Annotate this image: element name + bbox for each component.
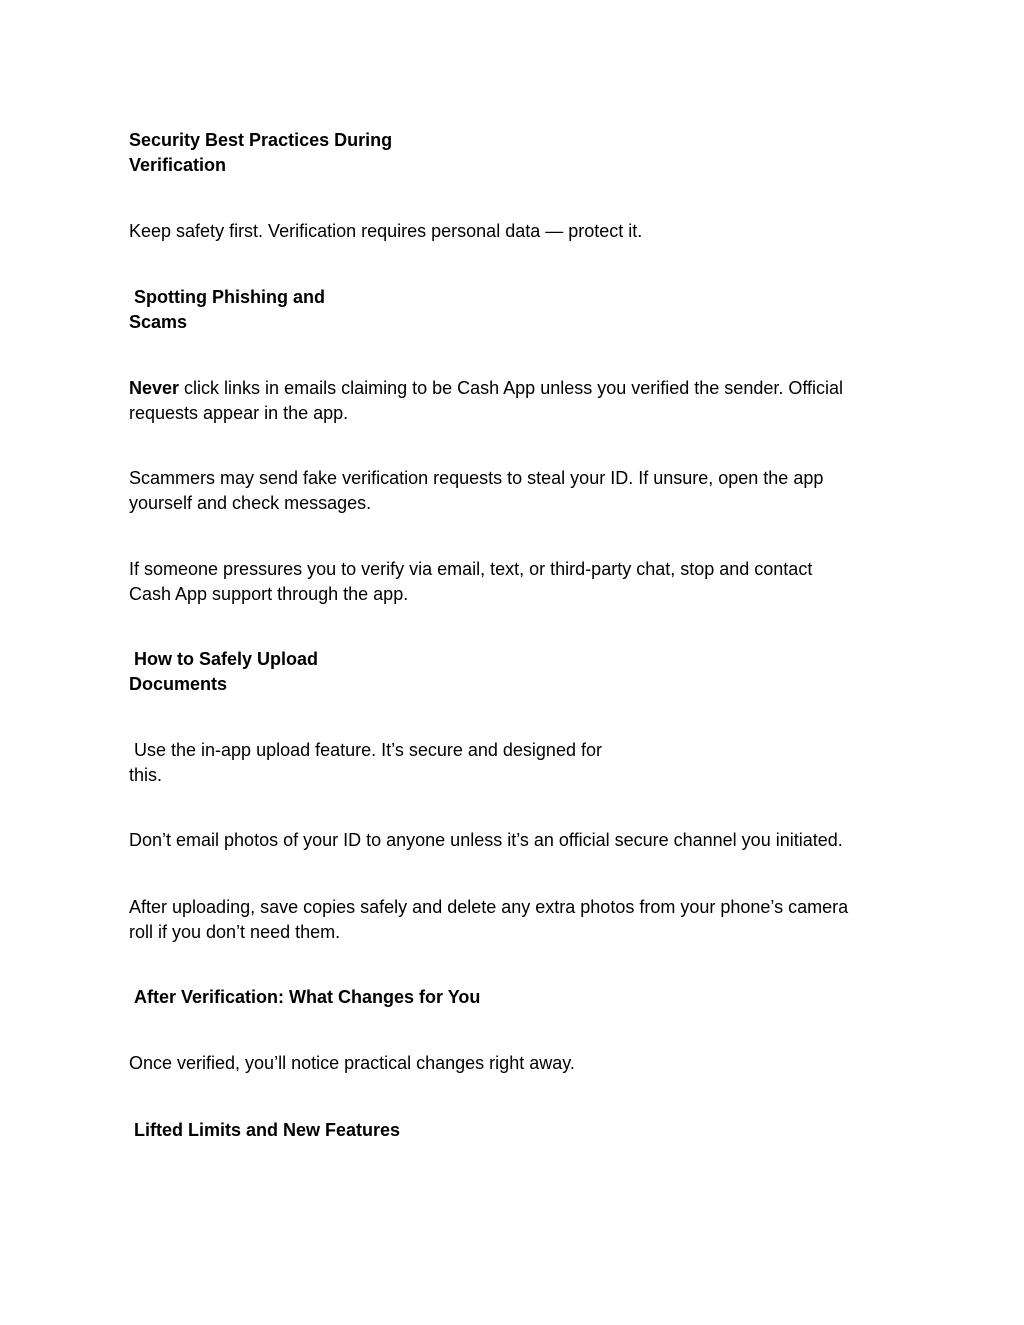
- section-heading-after-verification: [129, 985, 480, 1010]
- section-heading-lifted-limits: [129, 1118, 400, 1143]
- upload-paragraph-1: [129, 738, 602, 787]
- paragraph-line: Don’t email photos of your ID to anyone unless it’s an official secure channel you initiated.: [129, 830, 843, 850]
- paragraph-line-rest: click links in emails claiming to be Cash App unless you verified the sender. Official: [179, 378, 844, 398]
- heading-line: Verification: [129, 154, 227, 175]
- paragraph-line: roll if you don’t need them.: [129, 921, 341, 942]
- paragraph-line: Use the in-app upload feature. It’s secure and designed for: [134, 740, 602, 760]
- phishing-paragraph-1: [129, 376, 843, 425]
- phishing-paragraph-3: [129, 557, 812, 606]
- paragraph-line: Once verified, you’ll notice practical changes right away.: [129, 1053, 575, 1073]
- heading-line: Scams: [129, 311, 188, 332]
- section-heading-security: [129, 128, 392, 177]
- heading-line: Spotting Phishing and: [134, 287, 325, 307]
- emphasis-never: Never: [129, 378, 180, 398]
- phishing-paragraph-2: [129, 466, 823, 515]
- section-heading-phishing: [129, 285, 325, 334]
- heading-line: Security Best Practices During: [129, 130, 393, 150]
- paragraph-line: Scammers may send fake verification requests to steal your ID. If unsure, open the app: [129, 468, 824, 488]
- paragraph-line: After uploading, save copies safely and delete any extra photos from your phone’s camera: [129, 897, 849, 917]
- paragraph-line: this.: [129, 764, 163, 785]
- paragraph-line: [129, 376, 843, 401]
- paragraph-line: requests appear in the app.: [129, 402, 349, 423]
- paragraph-line: If someone pressures you to verify via email, text, or third-party chat, stop and contact: [129, 559, 813, 579]
- paragraph-line: Keep safety first. Verification requires personal data — protect it.: [129, 221, 643, 241]
- after-paragraph-1: [129, 1051, 575, 1076]
- paragraph-line: Cash App support through the app.: [129, 583, 409, 604]
- heading-line: Documents: [129, 673, 228, 694]
- upload-paragraph-3: [129, 895, 848, 944]
- heading-line: After Verification: What Changes for You: [134, 987, 481, 1007]
- upload-paragraph-2: [129, 828, 843, 853]
- heading-line: How to Safely Upload: [134, 649, 319, 669]
- heading-line: Lifted Limits and New Features: [134, 1120, 401, 1140]
- paragraph-line: yourself and check messages.: [129, 492, 372, 513]
- intro-paragraph: [129, 219, 642, 244]
- section-heading-upload: [129, 647, 318, 696]
